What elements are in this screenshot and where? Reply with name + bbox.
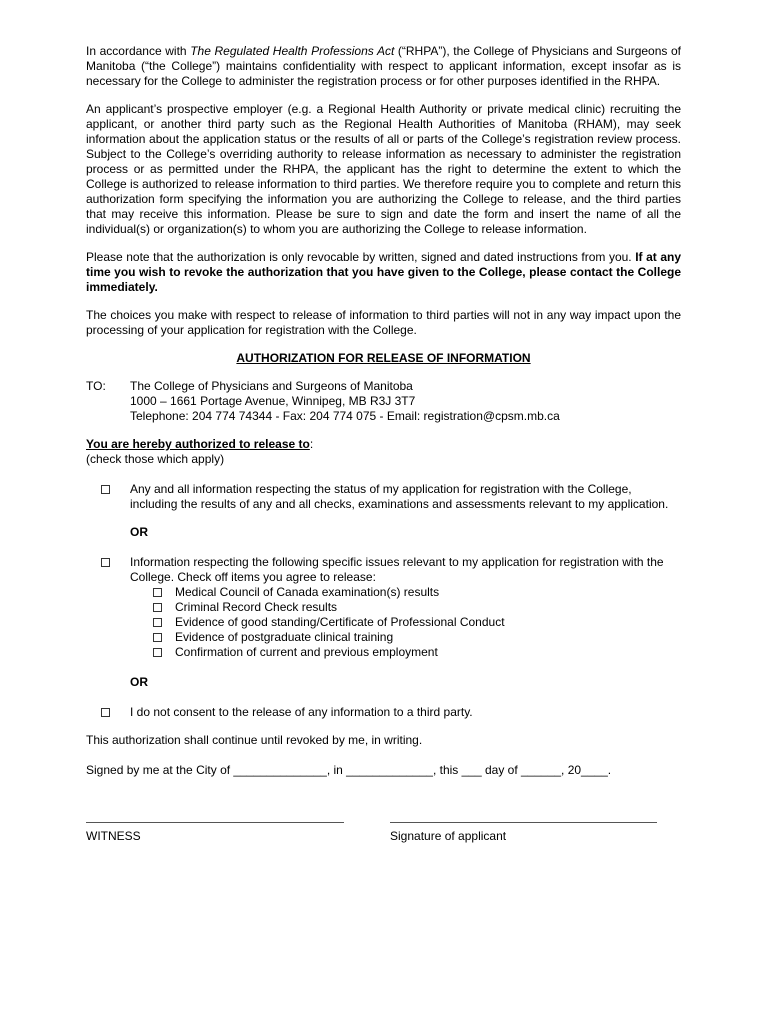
sub-item (86, 645, 681, 660)
intro-p1-start: In accordance with (86, 44, 191, 58)
recipient-line: Telephone: 204 774 74344 - Fax: 204 774 075 - Email: registration@cpsm.mb.ca (130, 409, 560, 423)
checkbox-postgraduate-training[interactable] (153, 633, 162, 642)
sub-item-label: Confirmation of current and previous employment (175, 645, 438, 659)
recipient-block (86, 379, 681, 424)
act-title: The Regulated Health Professions Act (190, 44, 395, 58)
witness-label: WITNESS (86, 829, 141, 843)
checkbox-all-information[interactable] (101, 485, 110, 494)
checkbox-mcc-results[interactable] (153, 588, 162, 597)
sub-item (86, 630, 681, 645)
recipient-address (130, 379, 560, 424)
option-specific-information-label: Information respecting the following specific issues relevant to my application for registration with the College. Check off items you agree to release: (130, 555, 664, 584)
revocation-note: Please note that the authorization is only revocable by written, signed and dated instructions from you. (86, 250, 636, 264)
sub-item (86, 615, 681, 630)
option-specific-information (86, 555, 681, 585)
intro-paragraph-4: The choices you make with respect to release of information to third parties will not in any way impact upon the processing of your application for registration with the College. (86, 308, 681, 337)
option-no-consent (86, 705, 681, 720)
sub-item-label: Medical Council of Canada examination(s) results (175, 585, 440, 599)
checkbox-criminal-record[interactable] (153, 603, 162, 612)
applicant-signature-block (390, 822, 657, 844)
witness-block (86, 822, 344, 844)
sub-item-label: Evidence of postgraduate clinical training (175, 630, 394, 644)
witness-signature-line[interactable] (86, 822, 344, 823)
applicant-signature-label: Signature of applicant (390, 829, 507, 843)
authorized-heading (86, 437, 681, 452)
form-title: AUTHORIZATION FOR RELEASE OF INFORMATION (236, 351, 531, 365)
sub-item-label: Criminal Record Check results (175, 600, 338, 614)
option-all-information (86, 482, 681, 512)
intro-paragraph-1 (86, 44, 681, 89)
option-no-consent-label: I do not consent to the release of any information to a third party. (130, 705, 473, 719)
or-separator: OR (130, 525, 148, 539)
continuation-statement: This authorization shall continue until revoked by me, in writing. (86, 733, 423, 747)
document-page (86, 44, 681, 844)
or-separator: OR (130, 675, 148, 689)
check-note: (check those which apply) (86, 452, 225, 466)
checkbox-specific-information[interactable] (101, 558, 110, 567)
checkbox-no-consent[interactable] (101, 708, 110, 717)
sub-item (86, 600, 681, 615)
signature-row (86, 822, 681, 844)
intro-paragraph-2: An applicant’s prospective employer (e.g. a Regional Health Authority or private medical clinic) recruiting the applicant, or another third party such as the Regional Health Authorities of Manitoba (RHAM), may seek information about the application status or the results of all or parts of the College’s registration review process. Subject to the College’s overriding authority to release information as necessary to administer the registration process or as permitted under the RHPA, the applicant has the right to determine the extent to which the College is authorized to release information to third parties. We therefore require you to complete and return this authorization form specifying the information you are authorizing the College to release, and the third parties that may receive this information. Please be sure to sign and date the form and insert the name of all the individual(s) or organization(s) to whom you are authorizing the College to release information. (86, 102, 681, 236)
to-label: TO: (86, 379, 106, 393)
recipient-line: 1000 – 1661 Portage Avenue, Winnipeg, MB R3J 3T7 (130, 394, 416, 408)
sub-item-label: Evidence of good standing/Certificate of Professional Conduct (175, 615, 505, 629)
intro-p1-end: (“RHPA”), the College of Physicians and Surgeons of Manitoba (“the College”) maintains confidentiality with respect to applicant information, except insofar as is necessary for the College to administer the registration process or for other purposes identified in the RHPA. (86, 44, 682, 88)
authorized-heading-colon: : (309, 437, 314, 451)
applicant-signature-line[interactable] (390, 822, 657, 823)
signed-location-line: Signed by me at the City of ______________, in _____________, this ___ day of ______, 20____. (86, 763, 612, 777)
revocation-warning: If at any time you wish to revoke the authorization that you have given to the College, please contact the College immediately. (86, 250, 681, 294)
checkbox-employment[interactable] (153, 648, 162, 657)
option-all-information-label: Any and all information respecting the status of my application for registration with the College, including the results of any and all checks, examinations and assessments relevant to my application. (130, 482, 669, 511)
checkbox-good-standing[interactable] (153, 618, 162, 627)
intro-paragraph-3 (86, 250, 681, 295)
sub-item (86, 585, 681, 600)
recipient-line: The College of Physicians and Surgeons of Manitoba (130, 379, 413, 393)
authorized-heading-text: You are hereby authorized to release to (86, 437, 310, 451)
